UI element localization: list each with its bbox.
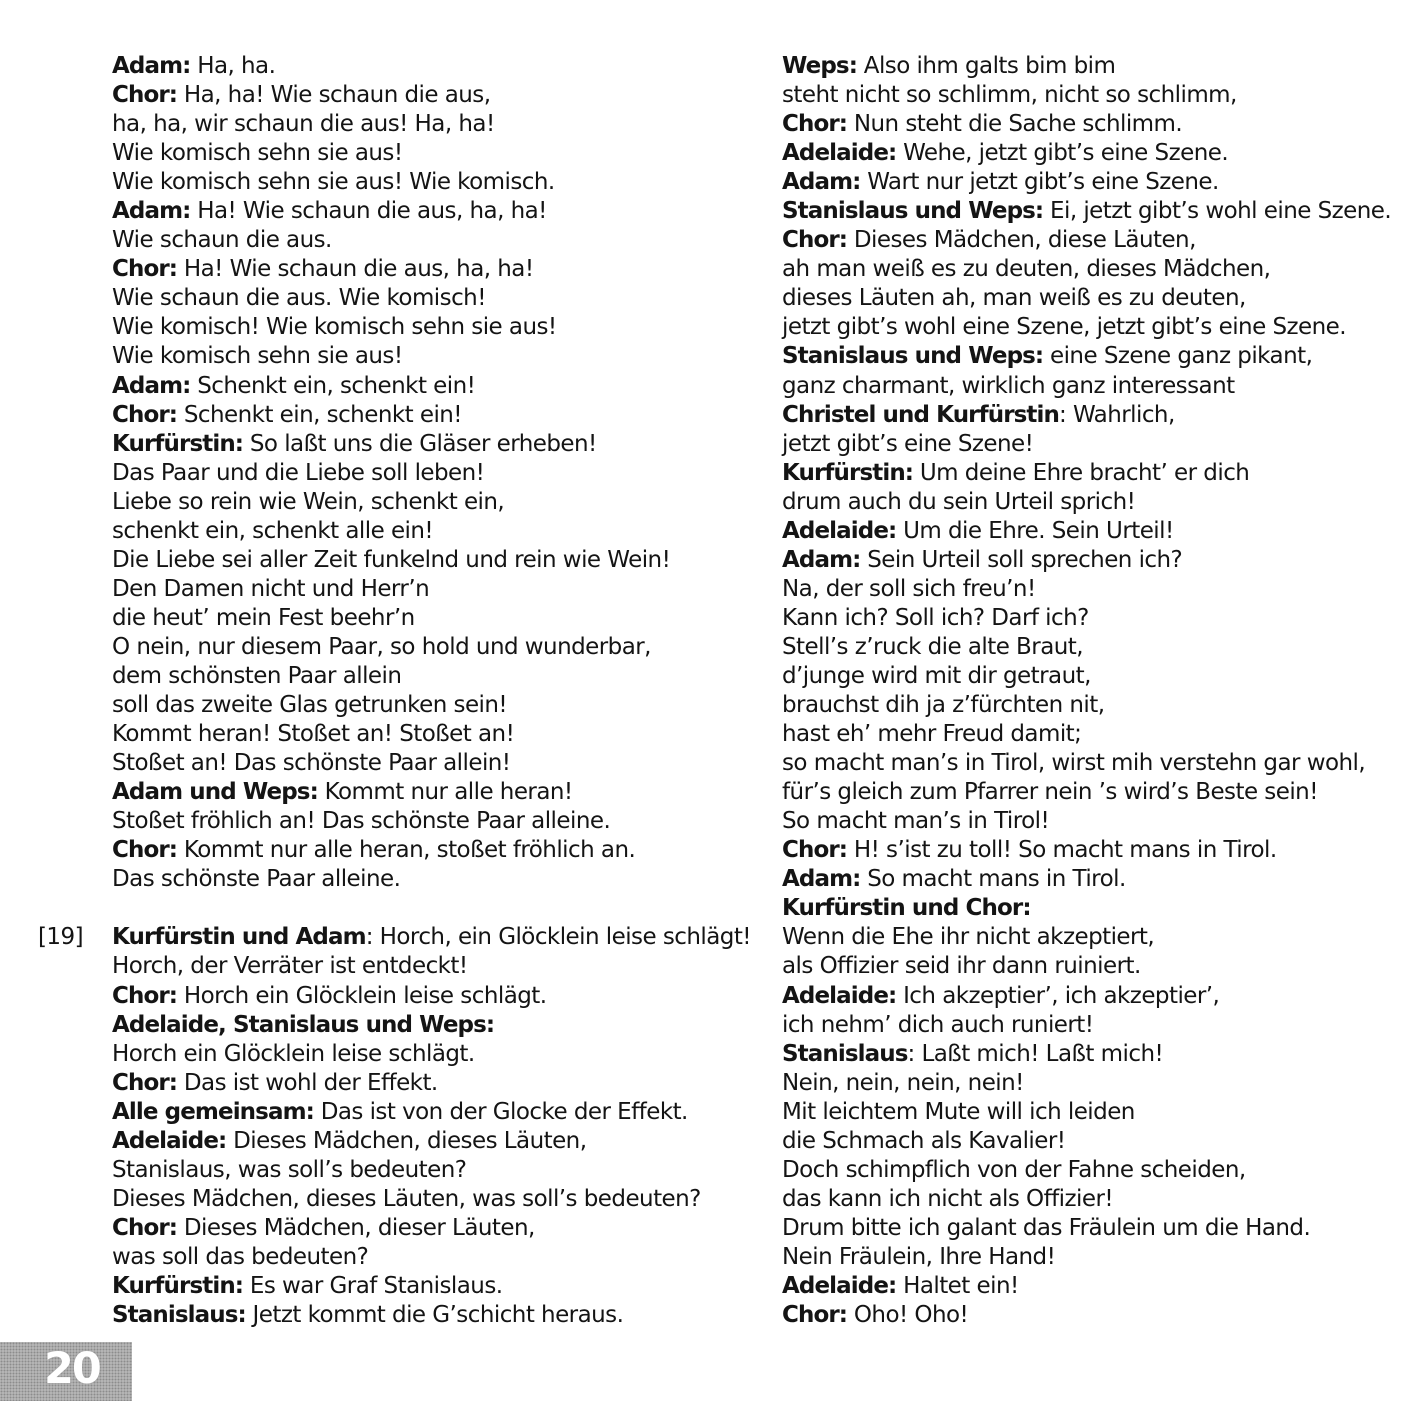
libretto-line — [782, 952, 1392, 981]
lyric-text: Wehe, jetzt gibt’s eine Szene. — [896, 140, 1229, 167]
speaker-name: Adam: — [782, 866, 861, 893]
libretto-line — [782, 720, 1392, 749]
speaker-name: Kurfürstin: — [782, 459, 914, 486]
libretto-line — [112, 952, 712, 981]
libretto-line — [112, 81, 712, 110]
libretto-line — [112, 982, 712, 1011]
speaker-name: Kurfürstin: — [112, 1272, 244, 1299]
lyric-text: H! s’ist zu toll! So macht mans in Tirol. — [847, 837, 1277, 864]
libretto-line — [782, 255, 1392, 284]
libretto-line — [112, 1127, 712, 1156]
lyric-text: jetzt gibt’s wohl eine Szene, jetzt gibt’s eine Szene. — [782, 314, 1346, 341]
libretto-line — [112, 633, 712, 662]
track-number: [19] — [38, 924, 84, 951]
lyric-text: so macht man’s in Tirol, wirst mih verstehn gar wohl, — [782, 750, 1366, 777]
lyric-text: Es war Graf Stanislaus. — [243, 1272, 503, 1299]
libretto-line — [782, 1272, 1392, 1301]
libretto-line — [112, 372, 712, 401]
lyric-text: d’junge wird mit dir getraut, — [782, 662, 1091, 689]
libretto-line — [782, 372, 1392, 401]
libretto-line — [112, 604, 712, 633]
libretto-line — [38, 923, 751, 952]
speaker-name: Adelaide, Stanislaus und Weps: — [112, 1011, 495, 1038]
speaker-name: Adelaide: — [782, 982, 897, 1009]
speaker-name: Adelaide: — [782, 1272, 897, 1299]
lyric-text: Drum bitte ich galant das Fräulein um die Hand. — [782, 1214, 1311, 1241]
libretto-line — [782, 749, 1392, 778]
lyric-text: als Offizier seid ihr dann ruiniert. — [782, 953, 1141, 980]
lyric-text: Horch, der Verräter ist entdeckt! — [112, 953, 468, 980]
libretto-line — [782, 691, 1392, 720]
lyric-text: Um deine Ehre bracht’ er dich — [913, 459, 1250, 486]
speaker-name: Chor: — [782, 837, 848, 864]
speaker-name: Chor: — [112, 982, 178, 1009]
lyric-text: Jetzt kommt die G’schicht heraus. — [245, 1302, 624, 1329]
speaker-name: Stanislaus und Weps: — [782, 198, 1044, 225]
libretto-line — [112, 1156, 712, 1185]
speaker-name: Chor: — [112, 256, 178, 283]
libretto-line — [782, 488, 1392, 517]
lyric-text: ah man weiß es zu deuten, dieses Mädchen, — [782, 256, 1271, 283]
speaker-name: Adelaide: — [782, 517, 897, 544]
libretto-line — [782, 1098, 1392, 1127]
speaker-name: Adelaide: — [112, 1127, 227, 1154]
lyric-text: Mit leichtem Mute will ich leiden — [782, 1098, 1135, 1125]
libretto-line — [782, 1069, 1392, 1098]
libretto-line — [782, 633, 1392, 662]
libretto-line — [782, 226, 1392, 255]
lyric-text: Kommt nur alle heran, stoßet fröhlich an. — [177, 837, 636, 864]
lyric-text: für’s gleich zum Pfarrer nein ’s wird’s Beste sein! — [782, 779, 1318, 806]
lyric-text: drum auch du sein Urteil sprich! — [782, 488, 1136, 515]
libretto-line — [112, 430, 712, 459]
libretto-line — [782, 865, 1392, 894]
libretto-line — [782, 778, 1392, 807]
libretto-line — [112, 546, 712, 575]
lyric-text: Wenn die Ehe ihr nicht akzeptiert, — [782, 924, 1155, 951]
lyric-text: Doch schimpflich von der Fahne scheiden, — [782, 1156, 1246, 1183]
lyric-text: Haltet ein! — [896, 1272, 1019, 1299]
libretto-line — [112, 1272, 712, 1301]
libretto-line — [782, 342, 1392, 371]
speaker-name: Adam: — [782, 169, 861, 196]
libretto-line — [782, 284, 1392, 313]
lyric-text: ich nehm’ dich auch runiert! — [782, 1011, 1094, 1038]
speaker-name: Adelaide: — [782, 140, 897, 167]
lyric-text: dieses Läuten ah, man weiß es zu deuten, — [782, 285, 1246, 312]
lyric-text: Ha, ha! Wie schaun die aus, — [177, 82, 491, 109]
lyric-text: Kann ich? Soll ich? Darf ich? — [782, 604, 1089, 631]
lyric-text: schenkt ein, schenkt alle ein! — [112, 517, 434, 544]
lyric-text: steht nicht so schlimm, nicht so schlimm, — [782, 82, 1237, 109]
speaker-name: Chor: — [112, 1069, 178, 1096]
speaker-name: Alle gemeinsam: — [112, 1098, 314, 1125]
lyric-text: Oho! Oho! — [847, 1302, 969, 1329]
lyric-text: Sein Urteil soll sprechen ich? — [860, 546, 1183, 573]
libretto-line — [782, 168, 1392, 197]
libretto-line — [782, 982, 1392, 1011]
libretto-line — [782, 662, 1392, 691]
lyric-text: Das ist wohl der Effekt. — [177, 1069, 438, 1096]
speaker-name: Stanislaus und Weps: — [782, 343, 1044, 370]
libretto-line — [112, 517, 712, 546]
lyric-text: Horch ein Glöcklein leise schlägt. — [177, 982, 547, 1009]
libretto-line — [112, 691, 712, 720]
lyric-text: Wie schaun die aus. — [112, 227, 332, 254]
speaker-name: Chor: — [112, 1214, 178, 1241]
libretto-line — [112, 749, 712, 778]
libretto-line — [782, 459, 1392, 488]
libretto-line — [112, 1040, 712, 1069]
speaker-name: Adam: — [112, 198, 191, 225]
lyric-text: Wie komisch sehn sie aus! Wie komisch. — [112, 169, 555, 196]
libretto-line — [782, 604, 1392, 633]
libretto-line — [782, 81, 1392, 110]
libretto-line — [112, 342, 712, 371]
lyric-text: Ei, jetzt gibt’s wohl eine Szene. — [1043, 198, 1392, 225]
lyric-text: Kommt nur alle heran! — [317, 779, 573, 806]
libretto-line — [782, 139, 1392, 168]
libretto-line — [782, 1011, 1392, 1040]
lyric-text: Ha! Wie schaun die aus, ha, ha! — [190, 198, 547, 225]
libretto-line — [782, 546, 1392, 575]
lyric-text: ganz charmant, wirklich ganz interessant — [782, 372, 1235, 399]
speaker-name: Kurfürstin: — [112, 430, 244, 457]
libretto-line — [112, 168, 712, 197]
libretto-line — [112, 720, 712, 749]
lyric-text: Dieses Mädchen, diese Läuten, — [847, 227, 1196, 254]
lyric-text: Nun steht die Sache schlimm. — [847, 111, 1183, 138]
libretto-line — [112, 284, 712, 313]
speaker-name: Chor: — [782, 111, 848, 138]
lyric-text: was soll das bedeuten? — [112, 1243, 369, 1270]
speaker-name: Adam: — [112, 53, 191, 79]
lyric-text: : Laßt mich! Laßt mich! — [907, 1040, 1164, 1067]
lyric-text: O nein, nur diesem Paar, so hold und wunderbar, — [112, 633, 651, 660]
lyric-text: Horch ein Glöcklein leise schlägt. — [112, 1040, 475, 1067]
lyric-text: Nein Fräulein, Ihre Hand! — [782, 1243, 1056, 1270]
libretto-line — [112, 1069, 712, 1098]
speaker-name: Chor: — [112, 401, 178, 428]
stanza-gap — [112, 894, 712, 923]
lyric-text: Dieses Mädchen, dieses Läuten, was soll’s bedeuten? — [112, 1185, 701, 1212]
libretto-line — [112, 110, 712, 139]
speaker-name: Adam und Weps: — [112, 779, 318, 806]
lyric-text: jetzt gibt’s eine Szene! — [782, 430, 1034, 457]
libretto-line — [782, 807, 1392, 836]
lyric-text: Stanislaus, was soll’s bedeuten? — [112, 1156, 467, 1183]
libretto-line — [112, 139, 712, 168]
libretto-column-left — [38, 52, 751, 1330]
libretto-line — [112, 488, 712, 517]
libretto-line — [782, 1156, 1392, 1185]
speaker-name: Stanislaus: — [112, 1302, 246, 1329]
lyric-text: : Horch, ein Glöcklein leise schlägt! — [365, 924, 751, 951]
libretto-line — [782, 52, 1392, 81]
libretto-line — [782, 401, 1392, 430]
lyric-text: Den Damen nicht und Herr’n — [112, 575, 430, 602]
speaker-name: Chor: — [112, 837, 178, 864]
lyric-text: Ha, ha. — [190, 53, 276, 79]
libretto-line — [782, 1243, 1392, 1272]
lyric-text: Nein, nein, nein, nein! — [782, 1069, 1024, 1096]
lyric-text: dem schönsten Paar allein — [112, 662, 402, 689]
lyric-text: Die Liebe sei aller Zeit funkelnd und rein wie Wein! — [112, 546, 671, 573]
lyric-text: So macht mans in Tirol. — [860, 866, 1126, 893]
lyric-text: So macht man’s in Tirol! — [782, 808, 1050, 835]
lyric-text: brauchst dih ja z’fürchten nit, — [782, 692, 1105, 719]
lyric-text: Um die Ehre. Sein Urteil! — [896, 517, 1174, 544]
libretto-line — [112, 1214, 712, 1243]
libretto-line — [112, 1243, 712, 1272]
lyric-text: Dieses Mädchen, dieses Läuten, — [226, 1127, 587, 1154]
libretto-column-right — [782, 52, 1392, 1330]
libretto-line — [112, 662, 712, 691]
lyric-text: Ich akzeptier’, ich akzeptier’, — [896, 982, 1220, 1009]
lyric-text: Wie komisch sehn sie aus! — [112, 343, 403, 370]
libretto-line — [782, 197, 1392, 226]
lyric-text: Das ist von der Glocke der Effekt. — [313, 1098, 688, 1125]
speaker-name: Kurfürstin und Chor: — [782, 895, 1031, 922]
lyric-text: Das schönste Paar alleine. — [112, 866, 401, 893]
libretto-line — [782, 430, 1392, 459]
page-number: 20 — [44, 1344, 100, 1394]
libretto-line — [112, 401, 712, 430]
libretto-line — [112, 807, 712, 836]
lyric-text: Wie schaun die aus. Wie komisch! — [112, 285, 486, 312]
libretto-line — [112, 778, 712, 807]
lyric-text: eine Szene ganz pikant, — [1043, 343, 1313, 370]
libretto-line — [112, 255, 712, 284]
libretto-line — [782, 517, 1392, 546]
lyric-text: Wie komisch! Wie komisch sehn sie aus! — [112, 314, 557, 341]
libretto-line — [782, 110, 1392, 139]
libretto-line — [112, 865, 712, 894]
lyric-text: Stoßet an! Das schönste Paar allein! — [112, 750, 511, 777]
speaker-name: Chor: — [782, 1302, 848, 1329]
libretto-line — [112, 575, 712, 604]
lyric-text: die Schmach als Kavalier! — [782, 1127, 1066, 1154]
lyric-text: Ha! Wie schaun die aus, ha, ha! — [177, 256, 534, 283]
speaker-name: Chor: — [782, 227, 848, 254]
speaker-name: Chor: — [112, 82, 178, 109]
lyric-text: Schenkt ein, schenkt ein! — [190, 372, 476, 399]
lyric-text: das kann ich nicht als Offizier! — [782, 1185, 1114, 1212]
lyric-text: Wart nur jetzt gibt’s eine Szene. — [860, 169, 1219, 196]
libretto-line — [782, 1301, 1392, 1330]
lyric-text: Stell’s z’ruck die alte Braut, — [782, 633, 1083, 660]
lyric-text: ha, ha, wir schaun die aus! Ha, ha! — [112, 111, 495, 138]
libretto-line — [782, 1185, 1392, 1214]
lyric-text: Kommt heran! Stoßet an! Stoßet an! — [112, 721, 515, 748]
speaker-name: Adam: — [112, 372, 191, 399]
libretto-line — [782, 1127, 1392, 1156]
lyric-text: Schenkt ein, schenkt ein! — [177, 401, 462, 428]
libretto-line — [112, 1098, 712, 1127]
lyric-text: Wie komisch sehn sie aus! — [112, 140, 403, 167]
speaker-name: Kurfürstin und Adam — [112, 924, 366, 951]
lyric-text: Das Paar und die Liebe soll leben! — [112, 459, 485, 486]
libretto-line — [112, 1301, 712, 1330]
libretto-line — [782, 313, 1392, 342]
lyric-text: hast eh’ mehr Freud damit; — [782, 721, 1082, 748]
speaker-name: Stanislaus — [782, 1040, 908, 1067]
libretto-line — [782, 575, 1392, 604]
libretto-line — [112, 52, 712, 81]
libretto-line — [112, 1185, 712, 1214]
speaker-name: Christel und Kurfürstin — [782, 401, 1059, 428]
libretto-line — [112, 459, 712, 488]
libretto-line — [112, 197, 712, 226]
lyric-text: Stoßet fröhlich an! Das schönste Paar alleine. — [112, 808, 611, 835]
libretto-line — [112, 226, 712, 255]
lyric-text: Liebe so rein wie Wein, schenkt ein, — [112, 488, 505, 515]
libretto-line — [782, 1214, 1392, 1243]
lyric-text: Dieses Mädchen, dieser Läuten, — [177, 1214, 535, 1241]
libretto-line — [782, 894, 1392, 923]
libretto-line — [782, 836, 1392, 865]
libretto-line — [112, 313, 712, 342]
libretto-line — [112, 1011, 712, 1040]
lyric-text: soll das zweite Glas getrunken sein! — [112, 692, 508, 719]
libretto-line — [782, 923, 1392, 952]
lyric-text: Also ihm galts bim bim — [857, 53, 1116, 79]
speaker-name: Weps: — [782, 53, 858, 79]
lyric-text: die heut’ mein Fest beehr’n — [112, 604, 415, 631]
lyric-text: : Wahrlich, — [1058, 401, 1175, 428]
libretto-line — [782, 1040, 1392, 1069]
lyric-text: So laßt uns die Gläser erheben! — [243, 430, 597, 457]
lyric-text: Na, der soll sich freu’n! — [782, 575, 1036, 602]
speaker-name: Adam: — [782, 546, 861, 573]
libretto-line — [112, 836, 712, 865]
